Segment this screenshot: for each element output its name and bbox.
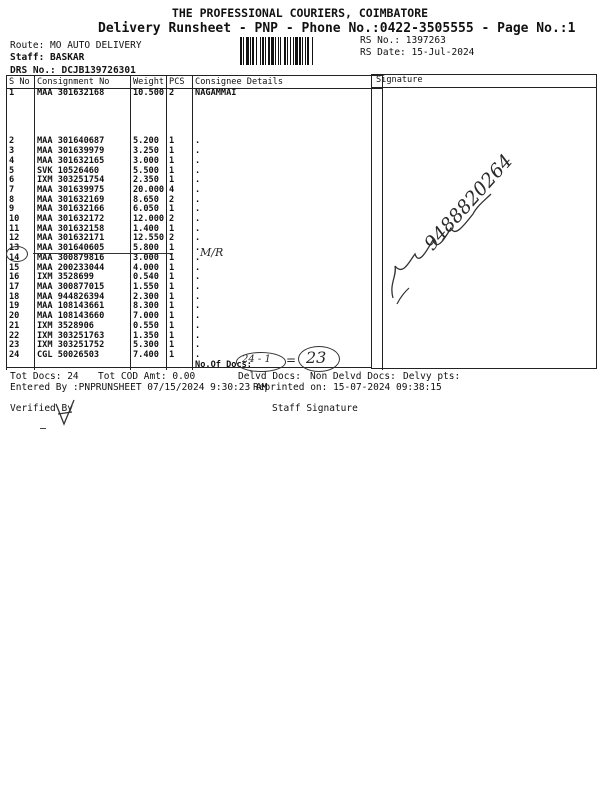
row-pcs: 2 [167, 215, 193, 225]
row-sno: 23 [7, 341, 35, 351]
row-weight: 12.000 [131, 215, 167, 225]
row-weight [131, 99, 167, 109]
col-weight: Weight [131, 76, 167, 89]
row-pcs: 1 [167, 293, 193, 303]
row-consignee: . [193, 244, 383, 254]
row-pcs: 1 [167, 157, 193, 167]
row-consignee: . [193, 302, 383, 312]
row-pcs: 1 [167, 302, 193, 312]
row-consignment-no: MAA 108143661 [35, 302, 131, 312]
row-weight: 3.000 [131, 254, 167, 264]
row-sno: 21 [7, 322, 35, 332]
drs-number: DRS No.: DCJB139726301 [10, 65, 136, 76]
row-weight: 7.000 [131, 312, 167, 322]
delivered-docs: Delvd Docs: [238, 371, 301, 382]
row-sno: 16 [7, 273, 35, 283]
row-sno: 18 [7, 293, 35, 303]
row-consignment-no: MAA 301632172 [35, 215, 131, 225]
row-consignee [193, 108, 383, 118]
row-consignee: . [193, 196, 383, 206]
row-consignment-no: IXM 303251763 [35, 332, 131, 342]
barcode-bar [299, 37, 301, 65]
row-pcs [167, 118, 193, 128]
row-consignee: . [193, 254, 383, 264]
row-pcs [167, 108, 193, 118]
barcode-bar [278, 37, 279, 65]
row-consignment-no [35, 361, 131, 371]
barcode-bar [262, 37, 264, 65]
row-consignment-no: MAA 301640605 [35, 244, 131, 254]
row-sno: 2 [7, 137, 35, 147]
row-weight: 10.500 [131, 89, 167, 99]
row-weight: 0.540 [131, 273, 167, 283]
barcode-bar [280, 37, 281, 65]
rs-date: RS Date: 15-Jul-2024 [360, 47, 475, 58]
row-pcs: 1 [167, 351, 193, 361]
entered-by: Entered By :PNPRUNSHEET 07/15/2024 9:30:23 AM [10, 382, 268, 393]
row-sno: 5 [7, 167, 35, 177]
row-weight: 7.400 [131, 351, 167, 361]
barcode-bar [246, 37, 249, 65]
staff-signature-label: Staff Signature [272, 403, 358, 414]
row-weight: 5.500 [131, 167, 167, 177]
table-row [7, 108, 383, 118]
row-pcs: 1 [167, 176, 193, 186]
row-weight: 12.550 [131, 234, 167, 244]
table-row [7, 89, 383, 99]
barcode-bar [305, 37, 306, 65]
mr-handwritten-note: M/R [200, 246, 224, 259]
row-consignment-no: SVK 10526460 [35, 167, 131, 177]
row-pcs: 1 [167, 205, 193, 215]
row-consignee [193, 118, 383, 128]
row-consignee: . [193, 215, 383, 225]
barcode-bar [271, 37, 274, 65]
row-pcs: 1 [167, 244, 193, 254]
row-consignee: . [193, 205, 383, 215]
row-consignment-no: MAA 301632165 [35, 157, 131, 167]
row-consignment-no: MAA 200233044 [35, 264, 131, 274]
row-weight: 2.300 [131, 293, 167, 303]
row-consignment-no: IXM 303251754 [35, 176, 131, 186]
row-consignment-no: CGL 50026503 [35, 351, 131, 361]
row-consignment-no: MAA 301632171 [35, 234, 131, 244]
row-weight [131, 118, 167, 128]
row-consignment-no: MAA 301632166 [35, 205, 131, 215]
row-sno: 6 [7, 176, 35, 186]
row-weight: 1.350 [131, 332, 167, 342]
row-consignee: . [193, 283, 383, 293]
row-consignee: . [193, 186, 383, 196]
row-consignee: . [193, 234, 383, 244]
row-weight: 0.550 [131, 322, 167, 332]
table-row [7, 118, 383, 128]
row-weight: 3.000 [131, 157, 167, 167]
row-pcs: 1 [167, 264, 193, 274]
barcode-bar [312, 37, 313, 65]
row-consignment-no: MAA 301632158 [35, 225, 131, 235]
row-sno: 13 [7, 244, 35, 254]
row-pcs: 1 [167, 273, 193, 283]
col-consignment: Consignment No [35, 76, 131, 89]
row-pcs: 2 [167, 196, 193, 206]
signature-header: Signature [376, 75, 423, 85]
barcode-bar [252, 37, 254, 65]
circled-row-14-mark [6, 246, 28, 262]
staff-label: Staff: BASKAR [10, 52, 85, 63]
row-weight: 6.050 [131, 205, 167, 215]
row-consignment-no: IXM 3528906 [35, 322, 131, 332]
verified-by-label: Verified By [10, 403, 73, 414]
barcode-image [240, 37, 352, 65]
row-pcs: 1 [167, 167, 193, 177]
barcode-bar [265, 37, 266, 65]
row-pcs: 2 [167, 234, 193, 244]
row-pcs: 1 [167, 147, 193, 157]
row-pcs: 2 [167, 89, 193, 99]
row-consignment-no: MAA 301632169 [35, 196, 131, 206]
row-sno: 9 [7, 205, 35, 215]
row-consignee: . [193, 147, 383, 157]
row-sno: 7 [7, 186, 35, 196]
barcode-bar [243, 37, 244, 65]
row-weight: 3.250 [131, 147, 167, 157]
row-sno: 1 [7, 89, 35, 99]
row-weight: 5.800 [131, 244, 167, 254]
row-consignee: . [193, 137, 383, 147]
signature-header-rule [371, 87, 597, 88]
row-sno: 12 [7, 234, 35, 244]
row-consignment-no: IXM 303251752 [35, 341, 131, 351]
row-weight: 1.550 [131, 283, 167, 293]
consignment-table [6, 75, 383, 370]
handwritten-phone-number: 9488820264 [420, 150, 518, 255]
row-sno: 22 [7, 332, 35, 342]
tot-cod-amount: Tot COD Amt: 0.00 [98, 371, 196, 382]
row-consignee: . [193, 312, 383, 322]
row-consignee: No.Of Docs: [193, 361, 383, 371]
row-sno [7, 99, 35, 109]
delivery-points: Delvy pts: [403, 371, 461, 382]
row-consignee: . [193, 341, 383, 351]
row-consignee [193, 128, 383, 138]
row-weight: 5.200 [131, 137, 167, 147]
row-pcs: 1 [167, 322, 193, 332]
barcode-bar [284, 37, 286, 65]
row-weight: 5.300 [131, 341, 167, 351]
row-sno: 24 [7, 351, 35, 361]
row-consignment-no [35, 118, 131, 128]
row-sno: 17 [7, 283, 35, 293]
row-weight: 2.350 [131, 176, 167, 186]
row-sno [7, 361, 35, 371]
row-consignment-no [35, 108, 131, 118]
row-consignee: . [193, 167, 383, 177]
row-consignment-no [35, 99, 131, 109]
barcode-bar [275, 37, 276, 65]
table-header-row [7, 76, 383, 89]
barcode-bar [256, 37, 257, 65]
row-pcs: 1 [167, 332, 193, 342]
row-sno [7, 118, 35, 128]
barcode-bar [287, 37, 288, 65]
row-consignment-no: MAA 301639975 [35, 186, 131, 196]
barcode-bar [268, 37, 270, 65]
row-consignee: . [193, 273, 383, 283]
row-consignment-no: MAA 301639979 [35, 147, 131, 157]
row-consignee: . [193, 351, 383, 361]
row-sno: 19 [7, 302, 35, 312]
tot-docs: Tot Docs: 24 [10, 371, 79, 382]
row-pcs: 1 [167, 225, 193, 235]
barcode-bar [260, 37, 261, 65]
row-consignment-no: IXM 3528699 [35, 273, 131, 283]
row-consignee: . [193, 293, 383, 303]
barcode-bar [307, 37, 309, 65]
docs-equals-mark: = [286, 353, 297, 367]
col-sno: S No [7, 76, 35, 89]
row-pcs [167, 361, 193, 371]
row-sno: 14 [7, 254, 35, 264]
barcode-bar [293, 37, 294, 65]
row-weight: 1.400 [131, 225, 167, 235]
row-consignee: . [193, 322, 383, 332]
row-sno: 15 [7, 264, 35, 274]
docs-result-handwritten: 23 [306, 348, 327, 367]
route-label: Route: MO AUTO DELIVERY [10, 40, 142, 51]
row-consignee [193, 99, 383, 109]
row-consignee: . [193, 332, 383, 342]
barcode-bar [290, 37, 291, 65]
row-pcs: 1 [167, 283, 193, 293]
row-sno: 11 [7, 225, 35, 235]
row-weight: 4.000 [131, 264, 167, 274]
reprinted-on: Reprinted on: 15-07-2024 09:38:15 [253, 382, 442, 393]
row-consignee: . [193, 157, 383, 167]
row-sno: 10 [7, 215, 35, 225]
table-row [7, 99, 383, 109]
row-weight: 20.000 [131, 186, 167, 196]
row-sno: 4 [7, 157, 35, 167]
barcode-bar [250, 37, 251, 65]
row-consignment-no: MAA 108143660 [35, 312, 131, 322]
row-consignee: . [193, 264, 383, 274]
row-sno: 3 [7, 147, 35, 157]
row-consignee: . [193, 176, 383, 186]
row-sno: 20 [7, 312, 35, 322]
row-consignment-no: MAA 301632168 [35, 89, 131, 99]
barcode-bar [240, 37, 242, 65]
row-14-strike-line [33, 253, 173, 254]
row-pcs: 1 [167, 312, 193, 322]
rs-number: RS No.: 1397263 [360, 35, 446, 46]
row-consignment-no: MAA 300877015 [35, 283, 131, 293]
row-pcs: 4 [167, 186, 193, 196]
row-consignment-no: MAA 944826394 [35, 293, 131, 303]
row-pcs: 1 [167, 341, 193, 351]
company-name: THE PROFESSIONAL COURIERS, COIMBATORE [171, 6, 429, 20]
row-sno [7, 108, 35, 118]
row-weight: 8.650 [131, 196, 167, 206]
row-weight [131, 108, 167, 118]
runsheet-title: Delivery Runsheet - PNP - Phone No.:0422-3505555 - Page No.:1 [98, 21, 576, 36]
row-consignment-no: MAA 300879816 [35, 254, 131, 264]
non-delivered-docs: Non Delvd Docs: [310, 371, 396, 382]
row-consignee: NAGAMMAI [193, 89, 383, 99]
row-weight: 8.300 [131, 302, 167, 312]
row-pcs [167, 99, 193, 109]
row-consignee: . [193, 225, 383, 235]
row-pcs: 1 [167, 254, 193, 264]
verified-by-checkmark [54, 398, 78, 428]
docs-calc-handwritten: 24 - 1 [242, 354, 271, 365]
col-consignee: Consignee Details [193, 76, 383, 89]
row-sno: 8 [7, 196, 35, 206]
row-pcs: 1 [167, 137, 193, 147]
stray-pen-mark [40, 428, 46, 429]
row-weight [131, 361, 167, 371]
barcode-bar [295, 37, 298, 65]
row-consignment-no: MAA 301640687 [35, 137, 131, 147]
col-pcs: PCS [167, 76, 193, 89]
barcode-bar [302, 37, 303, 65]
